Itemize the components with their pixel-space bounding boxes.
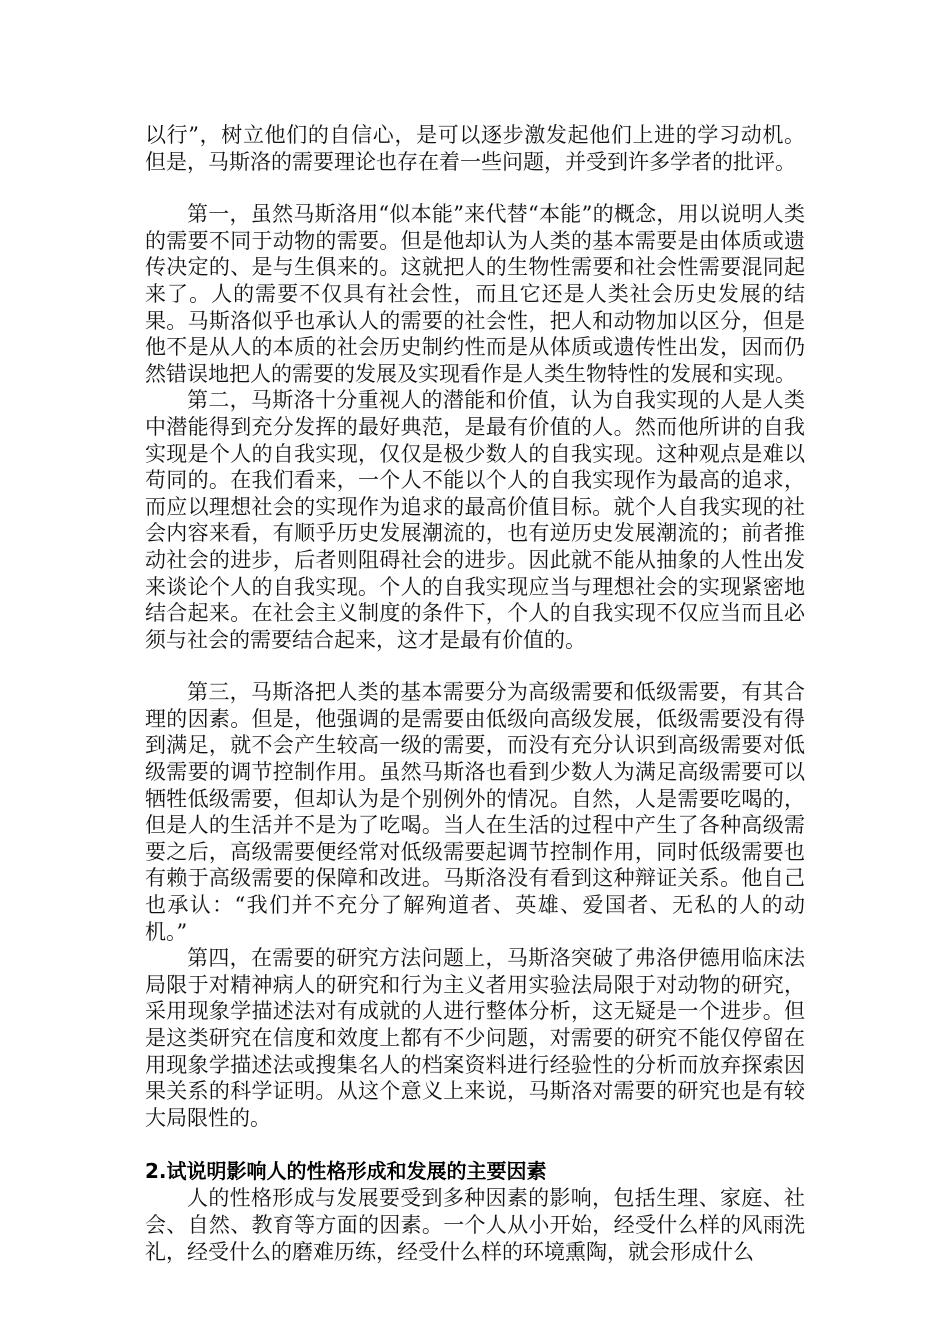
paragraph-second-critique: 第二，马斯洛十分重视人的潜能和价值，认为自我实现的人是人类中潜能得到充分发挥的最好典范，是最有价值的人。然而他所讲的自我实现是个人的自我实现，仅仅是极少数人的自我实现。这种观点是难以苟同的。在我们看来，一个人不能以个人的自我实现作为最高的追求，而应以理想社会的实现作为追求的最高价值目标。就个人自我实现的社会内容来看，有顺乎历史发展潮流的，也有逆历史发展潮流的；前者推动社会的进步，后者则阻碍社会的进步。因此就不能从抽象的人性出发来谈论个人的自我实现。个人的自我实现应当与理想社会的实现紧密地结合起来。在社会主义制度的条件下，个人的自我实现不仅应当而且必须与社会的需要结合起来，这才是最有价值的。	[145, 388, 805, 652]
paragraph-first-critique: 第一，虽然马斯洛用“似本能”来代替“本能”的概念，用以说明人类的需要不同于动物的需要。但是他却认为人类的基本需要是由体质或遗传决定的、是与生俱来的。这就把人的生物性需要和社会性需要混同起来了。人的需要不仅具有社会性，而且它还是人类社会历史发展的结果。马斯洛似乎也承认人的需要的社会性，把人和动物加以区分，但是他不是从人的本质的社会历史制约性而是从体质或遗传性出发，因而仍然错误地把人的需要的发展及实现看作是人类生物特性的发展和实现。	[145, 202, 805, 386]
paragraph-fourth-critique: 第四，在需要的研究方法问题上，马斯洛突破了弗洛伊德用临床法局限于对精神病人的研究和行为主义者用实验法局限于对动物的研究，采用现象学描述法对有成就的人进行整体分析，这无疑是一个进步。但是这类研究在信度和效度上都有不少问题，对需要的研究不能仅停留在用现象学描述法或搜集名人的档案资料进行经验性的分析而放弃探索因果关系的科学证明。从这个意义上来说，马斯洛对需要的研究也是有较大局限性的。	[145, 946, 805, 1130]
document-body	[145, 122, 805, 1265]
paragraph-intro: 以行”，树立他们的自信心，是可以逐步激发起他们上进的学习动机。但是，马斯洛的需要理论也存在着一些问题，并受到许多学者的批评。	[145, 123, 805, 174]
paragraph-personality-factors: 人的性格形成与发展要受到多种因素的影响，包括生理、家庭、社会、自然、教育等方面的因素。一个人从小开始，经受什么样的风雨洗礼，经受什么的磨难历练，经受什么样的环境熏陶，就会形成什么	[145, 1186, 805, 1264]
paragraph-third-critique: 第三，马斯洛把人类的基本需要分为高级需要和低级需要，有其合理的因素。但是，他强调的是需要由低级向高级发展，低级需要没有得到满足，就不会产生较高一级的需要，而没有充分认识到高级需要对低级需要的调节控制作用。虽然马斯洛也看到少数人为满足高级需要可以牺牲低级需要，但却认为是个别例外的情况。自然，人是需要吃喝的，但是人的生活并不是为了吃喝。当人在生活的过程中产生了各种高级需要之后，高级需要便经常对低级需要起调节控制作用，同时低级需要也有赖于高级需要的保障和改进。马斯洛没有看到这种辩证关系。他自己也承认：“我们并不充分了解殉道者、英雄、爱国者、无私的人的动机。”	[145, 680, 805, 944]
section-heading: 2.试说明影响人的性格形成和发展的主要因素	[145, 1159, 547, 1184]
